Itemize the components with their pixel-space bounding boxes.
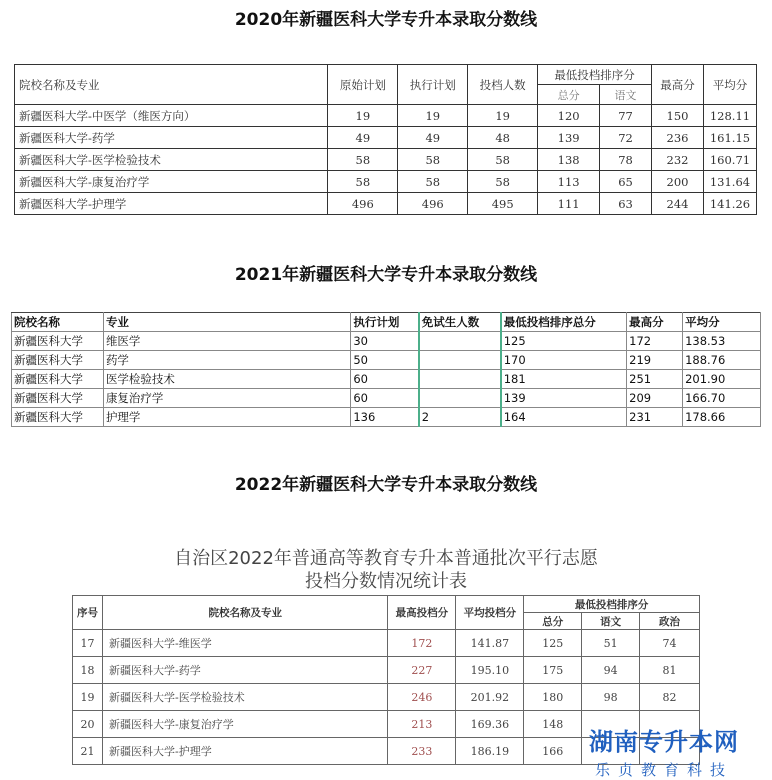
header-avg-score: 平均投档分 (456, 596, 524, 630)
cell-max: 150 (652, 105, 704, 127)
cell-exec: 136 (351, 408, 419, 427)
header-min-rank: 最低投档排序分 (524, 596, 700, 613)
cell-name: 新疆医科大学-护理学 (15, 193, 328, 215)
cell-avg: 128.11 (703, 105, 756, 127)
cell-avg: 131.64 (703, 171, 756, 193)
cell-total: 125 (524, 630, 582, 657)
cell-exec: 58 (398, 171, 468, 193)
cell-major: 护理学 (103, 408, 350, 427)
cell-min-total: 164 (501, 408, 627, 427)
cell-exempt (419, 370, 501, 389)
cell-total: 166 (524, 738, 582, 765)
cell-total: 148 (524, 711, 582, 738)
header-school: 院校名称 (12, 313, 104, 332)
cell-max: 251 (627, 370, 683, 389)
table-2021 (11, 312, 761, 427)
header-chinese: 语文 (600, 85, 652, 105)
cell-name: 新疆医科大学-康复治疗学 (15, 171, 328, 193)
cell-max: 233 (388, 738, 456, 765)
cell-major: 药学 (103, 351, 350, 370)
cell-avg: 201.92 (456, 684, 524, 711)
header-max-score: 最高分 (652, 65, 704, 105)
cell-exempt (419, 351, 501, 370)
cell-exec: 49 (398, 127, 468, 149)
cell-min-total: 181 (501, 370, 627, 389)
cell-name: 新疆医科大学-医学检验技术 (103, 684, 388, 711)
brand-tagline: 乐贞教育科技 (594, 761, 733, 779)
table-row (12, 370, 761, 389)
cell-exec: 60 (351, 389, 419, 408)
cell-max: 246 (388, 684, 456, 711)
header-max-score: 最高分 (627, 313, 683, 332)
cell-seq: 18 (73, 657, 103, 684)
cell-max: 219 (627, 351, 683, 370)
table-row (15, 193, 757, 215)
cell-major: 维医学 (103, 332, 350, 351)
cell-seq: 20 (73, 711, 103, 738)
cell-submitted: 58 (468, 171, 538, 193)
table-row (15, 127, 757, 149)
cell-avg: 195.10 (456, 657, 524, 684)
cell-total: 120 (538, 105, 600, 127)
cell-total: 180 (524, 684, 582, 711)
cell-total: 138 (538, 149, 600, 171)
header-submitted: 投档人数 (468, 65, 538, 105)
cell-total: 139 (538, 127, 600, 149)
table-row (73, 684, 700, 711)
cell-submitted: 19 (468, 105, 538, 127)
header-min-rank-score: 最低投档排序分 (538, 65, 652, 85)
header-chinese: 语文 (582, 613, 640, 630)
cell-submitted: 48 (468, 127, 538, 149)
table-row (15, 149, 757, 171)
table-2020 (14, 64, 757, 215)
table-row (73, 630, 700, 657)
header-min-total: 最低投档排序总分 (501, 313, 627, 332)
cell-max: 200 (652, 171, 704, 193)
cell-submitted: 58 (468, 149, 538, 171)
cell-chinese: 94 (582, 657, 640, 684)
header-seq: 序号 (73, 596, 103, 630)
header-total: 总分 (538, 85, 600, 105)
cell-seq: 17 (73, 630, 103, 657)
cell-seq: 19 (73, 684, 103, 711)
title-2022: 2022年新疆医科大学专升本录取分数线 (234, 475, 538, 495)
table-title-line2: 投档分数情况统计表 (305, 571, 467, 592)
cell-original: 49 (328, 127, 398, 149)
header-exempt: 免试生人数 (419, 313, 501, 332)
header-exec-plan: 执行计划 (398, 65, 468, 105)
cell-original: 58 (328, 149, 398, 171)
cell-total: 113 (538, 171, 600, 193)
cell-submitted: 495 (468, 193, 538, 215)
cell-avg: 138.53 (683, 332, 761, 351)
cell-chinese: 78 (600, 149, 652, 171)
cell-original: 58 (328, 171, 398, 193)
table-row (12, 332, 761, 351)
cell-chinese: 51 (582, 630, 640, 657)
table-row (12, 351, 761, 370)
cell-name: 新疆医科大学-药学 (15, 127, 328, 149)
cell-avg: 169.36 (456, 711, 524, 738)
cell-max: 213 (388, 711, 456, 738)
cell-original: 496 (328, 193, 398, 215)
cell-name: 新疆医科大学-康复治疗学 (103, 711, 388, 738)
cell-chinese: 98 (582, 684, 640, 711)
brand-watermark (564, 722, 764, 780)
cell-original: 19 (328, 105, 398, 127)
header-max-score: 最高投档分 (388, 596, 456, 630)
cell-school: 新疆医科大学 (12, 370, 104, 389)
cell-max: 232 (652, 149, 704, 171)
cell-avg: 160.71 (703, 149, 756, 171)
cell-avg: 166.70 (683, 389, 761, 408)
cell-max: 209 (627, 389, 683, 408)
cell-avg: 161.15 (703, 127, 756, 149)
title-2021: 2021年新疆医科大学专升本录取分数线 (234, 265, 538, 285)
cell-school: 新疆医科大学 (12, 332, 104, 351)
cell-max: 231 (627, 408, 683, 427)
cell-exec: 19 (398, 105, 468, 127)
cell-politics: 81 (640, 657, 700, 684)
cell-avg: 186.19 (456, 738, 524, 765)
table-row (12, 408, 761, 427)
header-total: 总分 (524, 613, 582, 630)
cell-major: 医学检验技术 (103, 370, 350, 389)
table-row (15, 105, 757, 127)
cell-total: 111 (538, 193, 600, 215)
cell-min-total: 125 (501, 332, 627, 351)
cell-major: 康复治疗学 (103, 389, 350, 408)
cell-exec: 58 (398, 149, 468, 171)
brand-name: 湖南专升本网 (589, 728, 739, 756)
cell-chinese: 65 (600, 171, 652, 193)
table-row (73, 657, 700, 684)
header-avg-score: 平均分 (683, 313, 761, 332)
cell-exempt (419, 389, 501, 408)
cell-exec: 496 (398, 193, 468, 215)
cell-total: 175 (524, 657, 582, 684)
header-original-plan: 原始计划 (328, 65, 398, 105)
cell-chinese: 77 (600, 105, 652, 127)
cell-max: 244 (652, 193, 704, 215)
cell-name: 新疆医科大学-护理学 (103, 738, 388, 765)
cell-min-total: 139 (501, 389, 627, 408)
cell-school: 新疆医科大学 (12, 351, 104, 370)
header-school-major: 院校名称及专业 (103, 596, 388, 630)
cell-avg: 201.90 (683, 370, 761, 389)
cell-min-total: 170 (501, 351, 627, 370)
cell-politics: 82 (640, 684, 700, 711)
cell-name: 新疆医科大学-医学检验技术 (15, 149, 328, 171)
cell-avg: 178.66 (683, 408, 761, 427)
table-row (15, 171, 757, 193)
cell-chinese: 63 (600, 193, 652, 215)
cell-avg: 141.26 (703, 193, 756, 215)
cell-exempt: 2 (419, 408, 501, 427)
table-row (12, 389, 761, 408)
cell-name: 新疆医科大学-维医学 (103, 630, 388, 657)
header-politics: 政治 (640, 613, 700, 630)
cell-school: 新疆医科大学 (12, 389, 104, 408)
cell-max: 236 (652, 127, 704, 149)
cell-max: 227 (388, 657, 456, 684)
cell-max: 172 (388, 630, 456, 657)
header-avg-score: 平均分 (703, 65, 756, 105)
cell-politics: 74 (640, 630, 700, 657)
header-major: 专业 (103, 313, 350, 332)
cell-avg: 188.76 (683, 351, 761, 370)
cell-exec: 50 (351, 351, 419, 370)
title-2020: 2020年新疆医科大学专升本录取分数线 (234, 10, 538, 30)
cell-avg: 141.87 (456, 630, 524, 657)
cell-max: 172 (627, 332, 683, 351)
cell-chinese: 72 (600, 127, 652, 149)
cell-seq: 21 (73, 738, 103, 765)
cell-exec: 60 (351, 370, 419, 389)
cell-name: 新疆医科大学-药学 (103, 657, 388, 684)
cell-exempt (419, 332, 501, 351)
header-school-major: 院校名称及专业 (15, 65, 328, 105)
cell-school: 新疆医科大学 (12, 408, 104, 427)
table-title-line1: 自治区2022年普通高等教育专升本普通批次平行志愿 (174, 548, 598, 569)
cell-name: 新疆医科大学-中医学（维医方向） (15, 105, 328, 127)
cell-exec: 30 (351, 332, 419, 351)
header-exec-plan: 执行计划 (351, 313, 419, 332)
